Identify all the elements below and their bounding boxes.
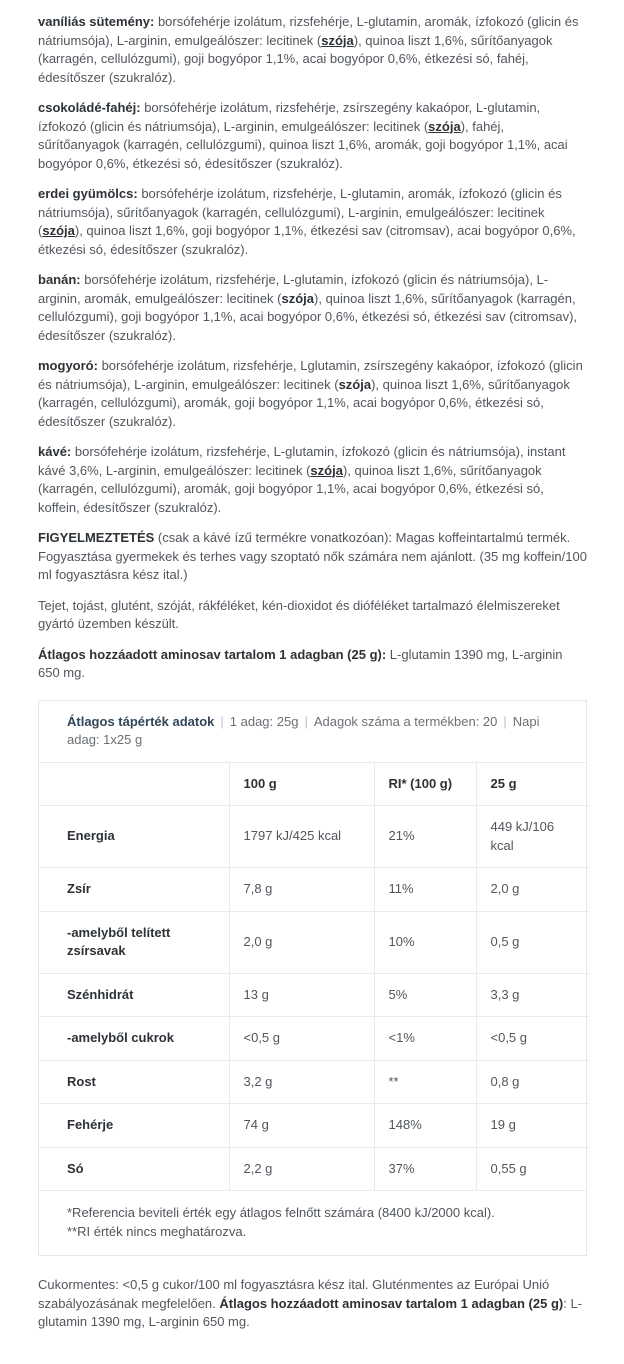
- text-segment: borsófehérje izolátum, rizsfehérje, L-glutamin, aromák, ízfokozó (glicin és nátriumsója), sűrítőanyagok (karragén, cellulózgumi), L-arginin, emulgeálószer: lecitinek (: [38, 186, 562, 238]
- nutrient-label: Rost: [39, 1060, 229, 1104]
- text-segment: szója: [428, 118, 461, 134]
- nutrient-value: 7,8 g: [229, 868, 374, 912]
- nutrient-value: 2,0 g: [229, 911, 374, 973]
- nutrient-value: 74 g: [229, 1104, 374, 1148]
- footer-statement: [38, 1276, 587, 1332]
- nutrient-value: 0,55 g: [476, 1147, 589, 1190]
- text-segment: Átlagos hozzáadott aminosav tartalom 1 adagban (25 g): [219, 1295, 564, 1311]
- table-row: [39, 1060, 589, 1104]
- nutrient-value: 0,5 g: [476, 911, 589, 973]
- caption-detail: Napi adag: 1x25 g: [67, 713, 540, 747]
- nutrient-label: -amelyből cukrok: [39, 1017, 229, 1061]
- ingredient-list: [38, 13, 587, 517]
- caption-detail: 1 adag: 25g: [229, 713, 299, 729]
- ingredient-paragraph: [38, 443, 587, 517]
- nutrient-value: <0,5 g: [229, 1017, 374, 1061]
- column-header: 100 g: [229, 763, 374, 806]
- nutrition-table-footnotes: [39, 1190, 586, 1255]
- caffeine-warning: [38, 529, 587, 585]
- caption-separator: |: [304, 713, 308, 729]
- text-segment: szója: [338, 376, 372, 392]
- amino-acid-statement: [38, 646, 587, 683]
- text-segment: banán:: [38, 272, 81, 287]
- nutrient-value: 10%: [374, 911, 476, 973]
- allergen-notice: Tejet, tojást, glutént, szóját, rákféléket, kén-dioxidot és dióféléket tartalmazó élelmiszereket gyártó üzemben készült.: [38, 597, 560, 631]
- table-row: [39, 1017, 589, 1061]
- table-row: [39, 1147, 589, 1190]
- text-segment: szója: [310, 462, 343, 478]
- nutrient-value: 2,0 g: [476, 868, 589, 912]
- text-segment: csokoládé-fahéj:: [38, 100, 141, 115]
- table-row: [39, 1104, 589, 1148]
- column-header: 25 g: [476, 763, 589, 806]
- text-segment: borsófehérje izolátum, rizsfehérje, L-glutamin, ízfokozó (glicin és nátriumsója), L-arginin, aromák, emulgeálószer: lecitinek (: [38, 272, 549, 306]
- text-segment: ), quinoa liszt 1,6%, sűrítőanyagok (karragén, cellulózgumi), goji bogyópor 1,1%, acai bogyópor 0,6%, étkezési só, fahéj, édesítőszer (szukralóz).: [38, 32, 553, 85]
- table-footnote: *Referencia beviteli érték egy átlagos felnőtt számára (8400 kJ/2000 kcal).: [67, 1205, 495, 1220]
- text-segment: erdei gyümölcs:: [38, 186, 138, 201]
- nutrient-value: 19 g: [476, 1104, 589, 1148]
- nutrient-value: **: [374, 1060, 476, 1104]
- caption-detail: Adagok száma a termékben: 20: [313, 713, 498, 729]
- nutrition-table-box: [38, 700, 587, 1257]
- nutrient-value: 1797 kJ/425 kcal: [229, 806, 374, 868]
- text-segment: ), quinoa liszt 1,6%, sűrítőanyagok (karragén, cellulózgumi), aromák, goji bogyópor 1,1%, acai bogyópor 0,6%, étkezési só, édesítőszer (szukralóz).: [38, 376, 570, 429]
- text-segment: borsófehérje izolátum, rizsfehérje, L-glutamin, aromák, ízfokozó (glicin és nátriumsója), L-arginin, emulgeálószer: lecitinek (: [38, 14, 579, 48]
- nutrient-value: 2,2 g: [229, 1147, 374, 1190]
- text-segment: ), fahéj, sűrítőanyagok (karragén, cellulózgumi), quinoa liszt 1,6%, aromák, goji bogyópor 1,1%, acai bogyópor 0,6%, étkezési só, édesítőszer (szukralóz).: [38, 118, 568, 171]
- nutrient-value: 0,8 g: [476, 1060, 589, 1104]
- nutrient-label: Szénhidrát: [39, 973, 229, 1017]
- nutrient-value: 13 g: [229, 973, 374, 1017]
- nutrient-value: 148%: [374, 1104, 476, 1148]
- table-row: [39, 911, 589, 973]
- ingredient-paragraph: [38, 357, 587, 431]
- nutrient-value: 449 kJ/106 kcal: [476, 806, 589, 868]
- nutrient-label: Só: [39, 1147, 229, 1190]
- text-segment: (csak a kávé ízű termékre vonatkozóan): Magas koffeintartalmú termék. Fogyasztása gyermekek és terhes vagy szoptató nők számára nem ajánlott. (35 mg koffein/100 ml fogyasztásra kész ital.): [38, 530, 587, 582]
- column-header: [39, 763, 229, 806]
- nutrient-value: <0,5 g: [476, 1017, 589, 1061]
- text-segment: szója: [321, 32, 354, 48]
- text-segment: ), quinoa liszt 1,6%, goji bogyópor 1,1%, étkezési sav (citromsav), acai bogyópor 0,6%, étkezési só, édesítőszer (szukralóz).: [38, 223, 576, 257]
- nutrient-label: Zsír: [39, 868, 229, 912]
- ingredient-paragraph: [38, 13, 587, 87]
- table-row: [39, 973, 589, 1017]
- nutrient-value: 3,2 g: [229, 1060, 374, 1104]
- table-footnote: **RI érték nincs meghatározva.: [67, 1224, 247, 1239]
- nutrition-caption-title: Átlagos tápérték adatok: [67, 713, 215, 729]
- ingredient-paragraph: [38, 99, 587, 173]
- text-segment: ), quinoa liszt 1,6%, sűrítőanyagok (karragén, cellulózgumi), goji bogyópor 1,1%, acai bogyópor 0,6%, étkezési só, étkezési sav (citromsav), édesítőszer (szukralóz).: [38, 290, 578, 343]
- nutrition-table-header: [39, 763, 589, 806]
- text-segment: borsófehérje izolátum, rizsfehérje, L-glutamin, ízfokozó (glicin és nátriumsója), instant kávé 3,6%, L-arginin, emulgeálószer: lecitinek (: [38, 444, 566, 478]
- nutrient-label: Energia: [39, 806, 229, 868]
- nutrient-value: 5%: [374, 973, 476, 1017]
- nutrient-value: 3,3 g: [476, 973, 589, 1017]
- text-segment: Átlagos hozzáadott aminosav tartalom 1 adagban (25 g):: [38, 646, 387, 662]
- column-header: RI* (100 g): [374, 763, 476, 806]
- text-segment: mogyoró:: [38, 358, 98, 373]
- text-segment: borsófehérje izolátum, rizsfehérje, zsírszegény kakaópor, L-glutamin, ízfokozó (glicin és nátriumsója), L-arginin, emulgeálószer: lecitinek (: [38, 100, 541, 134]
- nutrition-table-caption: [39, 701, 586, 763]
- nutrient-label: -amelyből telített zsírsavak: [39, 911, 229, 973]
- text-segment: vaníliás sütemény:: [38, 14, 155, 29]
- nutrient-value: <1%: [374, 1017, 476, 1061]
- table-row: [39, 806, 589, 868]
- ingredient-paragraph: [38, 185, 587, 259]
- text-segment: kávé:: [38, 444, 72, 459]
- text-segment: FIGYELMEZTETÉS: [38, 530, 155, 545]
- text-segment: borsófehérje izolátum, rizsfehérje, Lglutamin, zsírszegény kakaópor, ízfokozó (glicin és nátriumsója), L-arginin, emulgeálószer: lecitinek (: [38, 358, 583, 392]
- table-row: [39, 868, 589, 912]
- nutrient-value: 21%: [374, 806, 476, 868]
- text-segment: szója: [42, 223, 75, 238]
- nutrition-table: [39, 763, 589, 1191]
- caption-separator: |: [503, 713, 507, 729]
- ingredient-paragraph: [38, 271, 587, 345]
- text-segment: L-glutamin 1390 mg, L-arginin 650 mg.: [38, 646, 563, 680]
- text-segment: ), quinoa liszt 1,6%, sűrítőanyagok (karragén, cellulózgumi), aromák, goji bogyópor 1,1%, acai bogyópor 0,6%, étkezési só, koffein, édesítőszer (szukralóz).: [38, 462, 544, 515]
- caption-separator: |: [220, 713, 224, 729]
- nutrient-value: 11%: [374, 868, 476, 912]
- text-segment: Cukormentes: <0,5 g cukor/100 ml fogyasztásra kész ital. Gluténmentes az Európai Unió szabályozásának megfelelően.: [38, 1277, 550, 1311]
- text-segment: szója: [281, 290, 315, 306]
- nutrient-value: 37%: [374, 1147, 476, 1190]
- text-segment: : L-glutamin 1390 mg, L-arginin 650 mg.: [38, 1295, 583, 1329]
- nutrient-label: Fehérje: [39, 1104, 229, 1148]
